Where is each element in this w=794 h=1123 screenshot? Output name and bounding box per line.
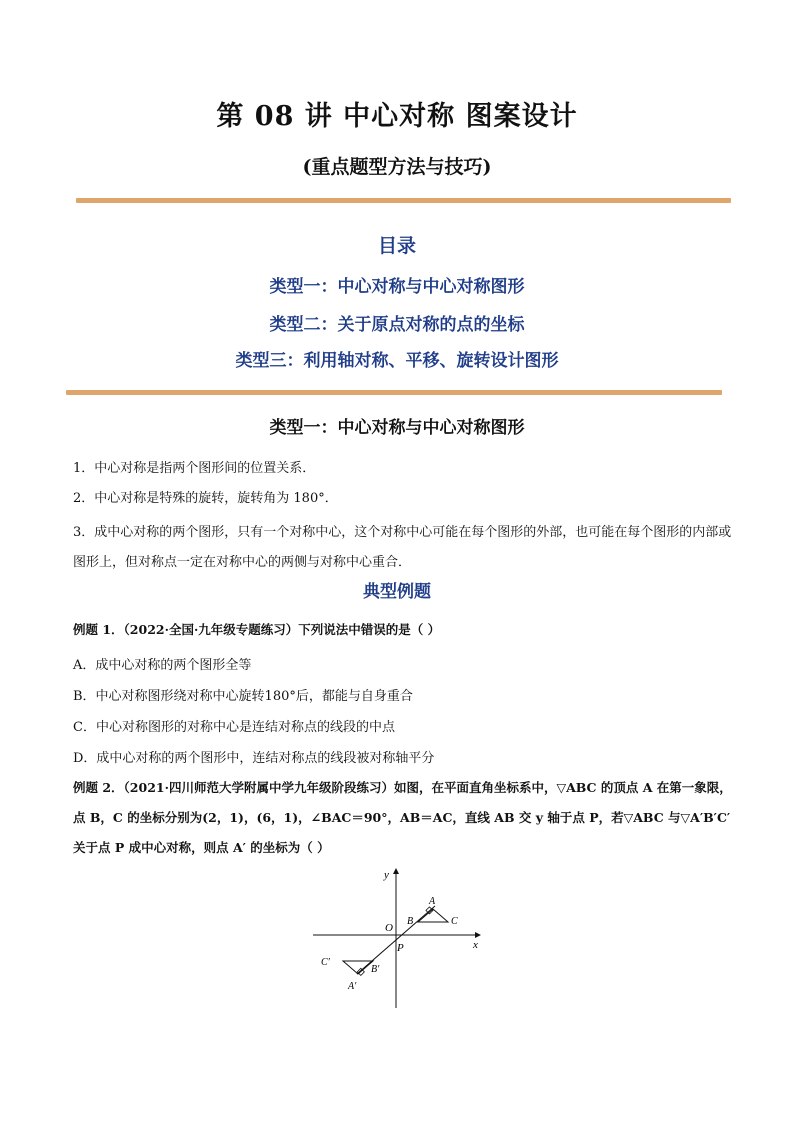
- section-heading: 类型一：中心对称与中心对称图形: [269, 418, 525, 438]
- example-2-lead: 例题 2．（2021·四川师范大学附属中学九年级阶段练习）: [73, 780, 394, 795]
- toc-item-type2[interactable]: 类型二：关于原点对称的点的坐标: [269, 315, 525, 335]
- toc-title: 目录: [377, 235, 416, 257]
- example-1-option-d: D．成中心对称的两个图形中，连结对称点的线段被对称轴平分: [73, 751, 435, 766]
- label-c-prime: C′: [321, 957, 330, 968]
- label-c: C: [451, 916, 458, 927]
- label-y: y: [384, 869, 389, 881]
- page-subtitle: (重点题型方法与技巧): [302, 156, 492, 178]
- divider-top: [76, 198, 731, 203]
- label-b-prime: B′: [371, 964, 380, 975]
- label-b: B: [407, 916, 414, 927]
- point-1: 1．中心对称是指两个图形间的位置关系．: [73, 461, 316, 476]
- label-a: A: [429, 896, 436, 907]
- point-2: 2．中心对称是特殊的旋转，旋转角为 180°．: [73, 491, 338, 506]
- y-axis-arrow: [393, 868, 399, 874]
- example-1-option-c: C．中心对称图形的对称中心是连结对称点的线段的中点: [73, 720, 395, 735]
- example-1-question: [73, 620, 733, 638]
- coordinate-figure: [305, 862, 495, 1012]
- label-o: O: [385, 922, 393, 934]
- point-3: 3．成中心对称的两个图形，只有一个对称中心，这个对称中心可能在每个图形的外部，也可能在每个图形的内部或图形上，但对称点一定在对称中心的两侧与对称中心重合．: [73, 525, 732, 570]
- examples-heading: 典型例题: [363, 582, 431, 602]
- example-1-text: 下列说法中错误的是（ ）: [298, 622, 441, 637]
- page-title: 第 08 讲 中心对称 图案设计: [216, 101, 578, 132]
- example-1-option-b: B．中心对称图形绕对称中心旋转180°后，都能与自身重合: [73, 689, 413, 704]
- label-a-prime: A′: [348, 981, 357, 992]
- example-1-option-a: A．成中心对称的两个图形全等: [73, 658, 252, 673]
- example-1-lead: 例题 1．（2022·全国·九年级专题练习）: [73, 622, 299, 637]
- toc-item-type3[interactable]: 类型三：利用轴对称、平移、旋转设计图形: [235, 351, 559, 371]
- divider-toc: [66, 390, 722, 395]
- label-x: x: [473, 939, 478, 951]
- example-2-text: 如图，在平面直角坐标系中，▽ABC 的顶点 A 在第一象限，点 B，C 的坐标分别为(2，1)，(6，1)，∠BAC＝90°，AB＝AC，直线 AB 交 y 轴于点 P，若▽ABC 与▽A′B′C′ 关于点 P 成中心对称，则点 A′ 的坐标为（ ）: [73, 780, 732, 855]
- toc-item-type1[interactable]: 类型一：中心对称与中心对称图形: [269, 277, 525, 297]
- x-axis-arrow: [475, 932, 481, 938]
- example-2-question: [73, 773, 733, 863]
- label-p: P: [397, 942, 404, 954]
